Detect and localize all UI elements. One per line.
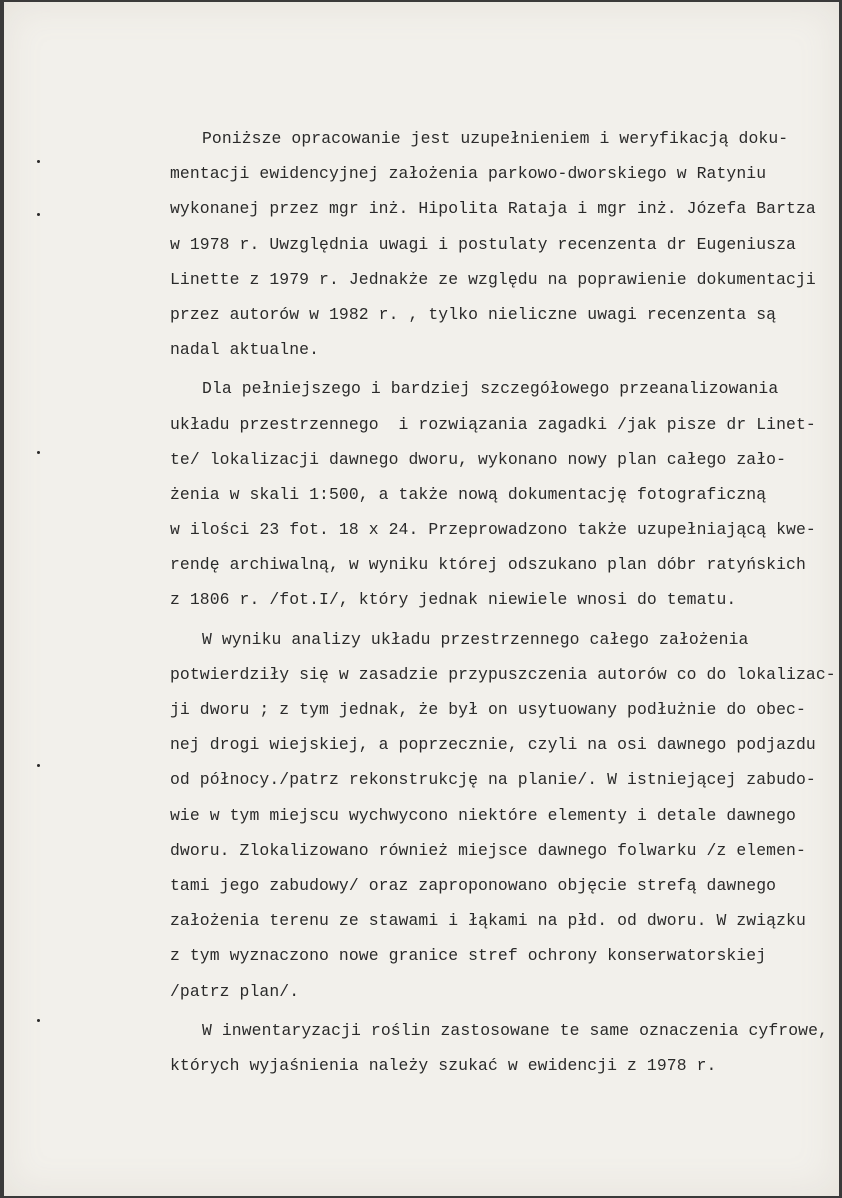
text-line: rendę archiwalną, w wyniku której odszukano plan dóbr ratyńskich xyxy=(170,555,806,575)
margin-mark xyxy=(37,1019,40,1022)
paragraph-3 xyxy=(170,622,840,1009)
text-line: Poniższe opracowanie jest uzupełnieniem i weryfikacją doku- xyxy=(202,129,789,148)
margin-mark xyxy=(37,451,40,454)
text-line: w 1978 r. Uwzględnia uwagi i postulaty recenzenta dr Eugeniusza xyxy=(170,234,796,254)
text-line: potwierdziły się w zasadzie przypuszczenia autorów co do lokalizac- xyxy=(170,664,836,684)
text-line: te/ lokalizacji dawnego dworu, wykonano nowy plan całego zało- xyxy=(170,449,787,469)
text-line: Dla pełniejszego i bardziej szczegółowego przeanalizowania xyxy=(202,379,779,399)
scan-edge-top xyxy=(0,0,842,2)
text-line: których wyjaśnienia należy szukać w ewidencji z 1978 r. xyxy=(170,1055,717,1075)
text-line: przez autorów w 1982 r. , tylko nieliczne uwagi recenzenta są xyxy=(170,304,777,324)
text-line: tami jego zabudowy/ oraz zaproponowano objęcie strefą dawnego xyxy=(170,875,777,895)
text-line: z 1806 r. /fot.I/, który jednak niewiele wnosi do tematu. xyxy=(170,590,737,610)
text-line: dworu. Zlokalizowano również miejsce dawnego folwarku /z elemen- xyxy=(170,840,806,860)
text-line: wykonanej przez mgr inż. Hipolita Rataja i mgr inż. Józefa Bartza xyxy=(170,199,816,219)
paragraph-1 xyxy=(170,121,840,367)
text-line: układu przestrzennego i rozwiązania zagadki /jak pisze dr Linet- xyxy=(170,414,816,434)
text-line: ji dworu ; z tym jednak, że był on usytuowany podłużnie do obec- xyxy=(170,700,806,719)
text-line: nej drogi wiejskiej, a poprzecznie, czyli na osi dawnego podjazdu xyxy=(170,735,816,755)
text-line: od północy./patrz rekonstrukcję na planie/. W istniejącej zabudo- xyxy=(170,770,816,790)
margin-mark xyxy=(37,160,40,163)
text-line: mentacji ewidencyjnej założenia parkowo-dworskiego w Ratyniu xyxy=(170,164,767,184)
text-line: W wyniku analizy układu przestrzennego całego założenia xyxy=(202,629,749,649)
paragraph-4 xyxy=(170,1013,840,1083)
text-line: W inwentaryzacji roślin zastosowane te same oznaczenia cyfrowe, xyxy=(202,1020,828,1040)
text-line: założenia terenu ze stawami i łąkami na płd. od dworu. W związku xyxy=(170,911,806,931)
margin-mark xyxy=(37,764,40,767)
text-line: z tym wyznaczono nowe granice stref ochrony konserwatorskiej xyxy=(170,946,767,966)
text-line: żenia w skali 1:500, a także nową dokumentację fotograficzną xyxy=(170,484,767,504)
text-line: nadal aktualne. xyxy=(170,340,320,360)
text-line: /patrz plan/. xyxy=(170,981,300,1001)
margin-mark xyxy=(37,213,40,216)
scan-edge-left xyxy=(0,0,4,1198)
text-line: wie w tym miejscu wychwycono niektóre elementy i detale dawnego xyxy=(170,805,796,825)
text-line: Linette z 1979 r. Jednakże ze względu na poprawienie dokumentacji xyxy=(170,269,816,289)
text-line: w ilości 23 fot. 18 x 24. Przeprowadzono także uzupełniającą kwe- xyxy=(170,520,816,540)
paragraph-2 xyxy=(170,371,840,617)
document-body xyxy=(170,121,840,1083)
